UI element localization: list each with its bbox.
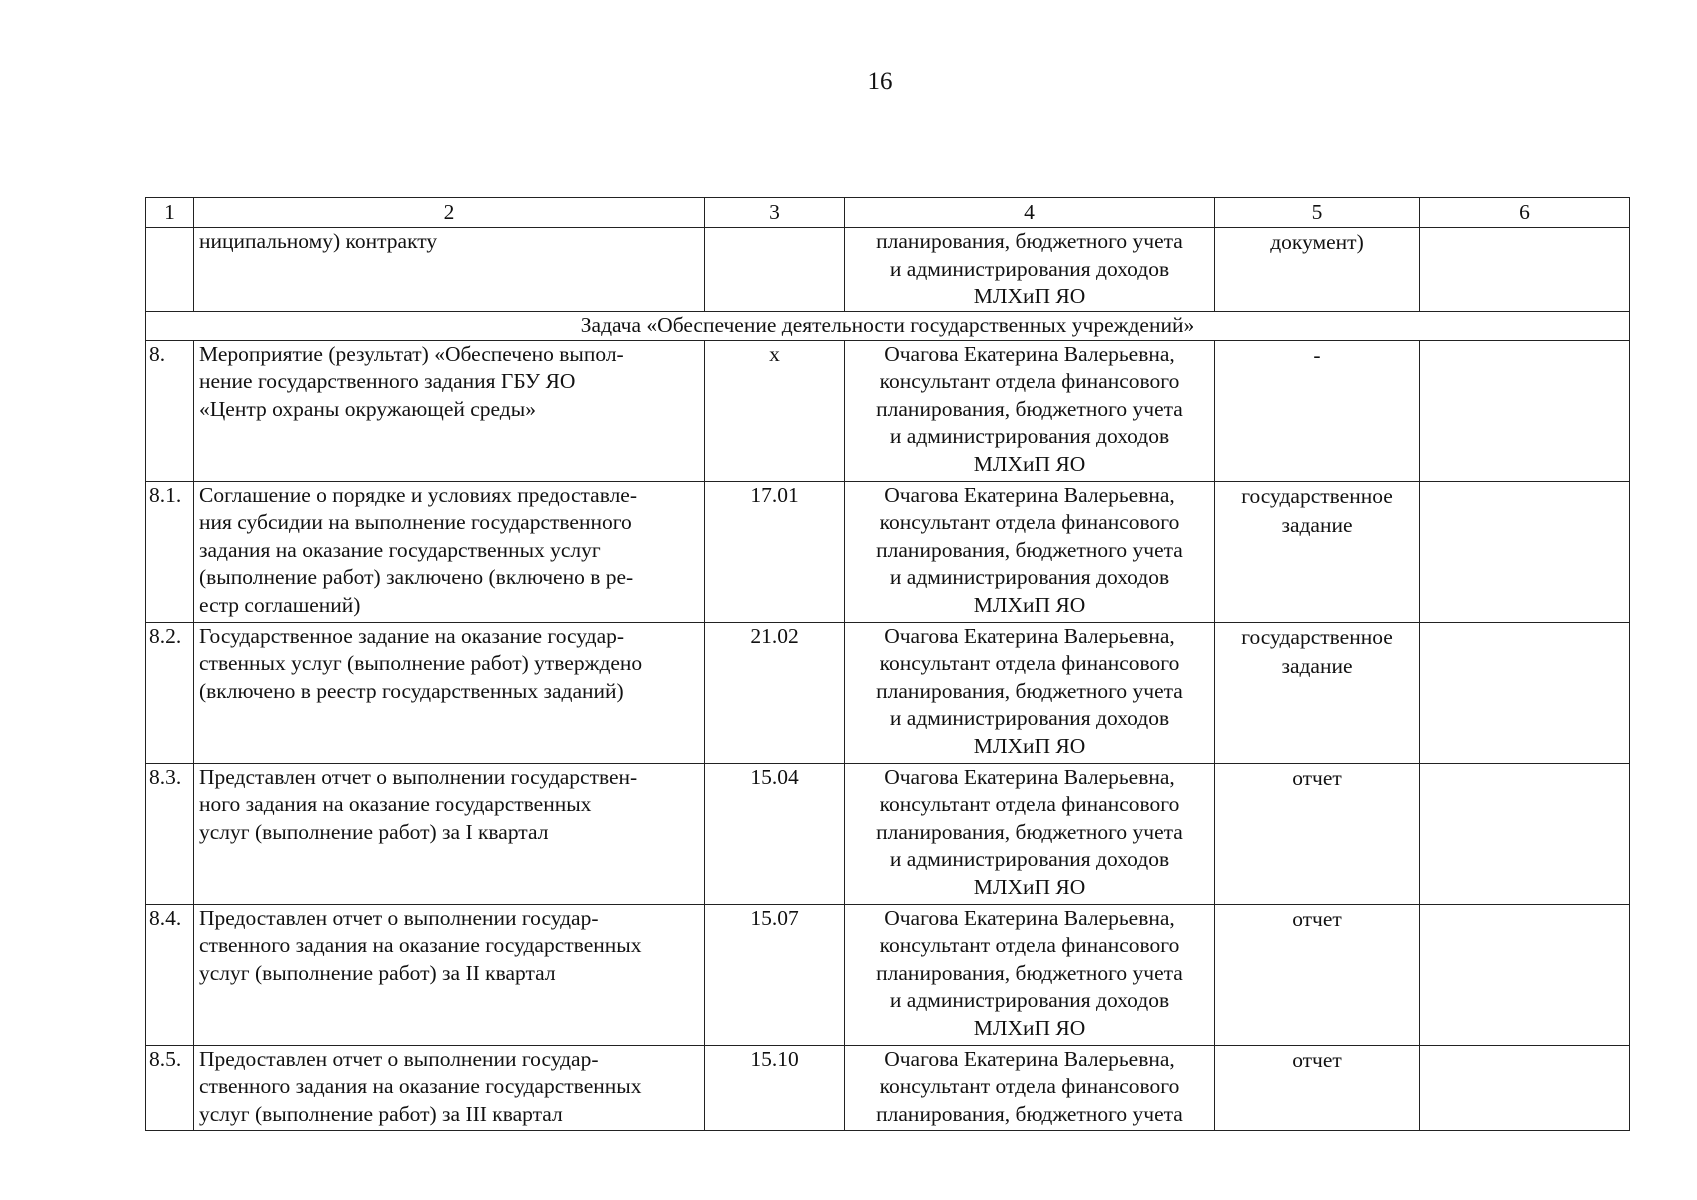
cell-note	[1420, 1045, 1630, 1130]
cell-document	[1215, 481, 1420, 622]
table-row	[146, 1045, 1630, 1130]
cell-note	[1420, 763, 1630, 904]
cell-number: 8.4.	[146, 904, 194, 1045]
cell-line: ного задания на оказание государственных	[199, 792, 592, 816]
cell-line: МЛХиП ЯО	[973, 451, 1086, 476]
cell-document	[1215, 1045, 1420, 1130]
cell-number: 8.5.	[146, 1045, 194, 1130]
cell-line: задание	[1281, 653, 1353, 678]
cell-date: 15.04	[705, 763, 845, 904]
cell-line: планирования, бюджетного учета	[876, 537, 1183, 562]
cell-note	[1420, 622, 1630, 763]
cell-line: нение государственного задания ГБУ ЯО	[199, 369, 576, 393]
header-row	[146, 198, 1630, 228]
cell-line: планирования, бюджетного учета	[876, 396, 1183, 421]
cell-note	[1420, 340, 1630, 481]
cell-line: Государственное задание на оказание государ-	[199, 623, 625, 648]
cell-line: естр соглашений)	[199, 592, 361, 617]
cell-responsible	[845, 228, 1215, 312]
cell-line: и администрирования доходов	[889, 424, 1170, 448]
cell-line: планирования, бюджетного учета	[876, 1101, 1183, 1126]
table-row	[146, 904, 1630, 1045]
cell-line: задание	[1281, 512, 1353, 537]
cell-line: планирования, бюджетного учета	[876, 960, 1183, 985]
cell-line: Предоставлен отчет о выполнении государ-	[199, 1046, 599, 1071]
cell-number: 8.2.	[146, 622, 194, 763]
table-row	[146, 340, 1630, 481]
cell-line: услуг (выполнение работ) за III квартал	[199, 1101, 563, 1126]
cell-description	[194, 763, 705, 904]
cell-line: ственных услуг (выполнение работ) утверждено	[199, 651, 643, 675]
cell-line: отчет	[1292, 765, 1342, 790]
cell-line: Очагова Екатерина Валерьевна,	[884, 623, 1175, 648]
cell-line: планирования, бюджетного учета	[876, 678, 1183, 703]
cell-note	[1420, 228, 1630, 312]
cell-line: консультант отдела финансового	[879, 651, 1180, 675]
cell-note	[1420, 904, 1630, 1045]
cell-line: Очагова Екатерина Валерьевна,	[884, 905, 1175, 930]
cell-line: и администрирования доходов	[889, 988, 1170, 1012]
plan-table	[145, 197, 1630, 1131]
cell-description	[194, 1045, 705, 1130]
cell-line: ния субсидии на выполнение государственного	[199, 510, 632, 534]
header-col-5: 5	[1215, 198, 1420, 228]
cell-line: ственного задания на оказание государственных	[199, 1074, 642, 1098]
cell-line: Очагова Екатерина Валерьевна,	[884, 341, 1175, 366]
cell-number: 8.1.	[146, 481, 194, 622]
table-row	[146, 622, 1630, 763]
cell-line: МЛХиП ЯО	[973, 592, 1086, 617]
cell-date: 17.01	[705, 481, 845, 622]
cell-responsible	[845, 904, 1215, 1045]
cell-line: и администрирования доходов	[889, 706, 1170, 730]
cell-date: 21.02	[705, 622, 845, 763]
cell-document	[1215, 228, 1420, 312]
cell-line: Соглашение о порядке и условиях предоставле-	[199, 482, 638, 507]
cell-responsible	[845, 763, 1215, 904]
cell-line: (выполнение работ) заключено (включено в ре-	[199, 565, 634, 589]
cell-line: консультант отдела финансового	[879, 369, 1180, 393]
cell-date: x	[705, 340, 845, 481]
cell-line: Очагова Екатерина Валерьевна,	[884, 764, 1175, 789]
cell-line: МЛХиП ЯО	[973, 284, 1086, 308]
cell-line: (включено в реестр государственных заданий)	[199, 678, 624, 703]
cell-line: ниципальному) контракту	[199, 229, 438, 253]
cell-description	[194, 481, 705, 622]
cell-line: планирования, бюджетного учета	[876, 819, 1183, 844]
header-col-1: 1	[146, 198, 194, 228]
cell-line: МЛХиП ЯО	[973, 733, 1086, 758]
cell-line: государственное	[1241, 624, 1393, 649]
cell-line: и администрирования доходов	[889, 256, 1170, 281]
cell-line: Представлен отчет о выполнении государствен-	[199, 764, 638, 789]
cell-line: Очагова Екатерина Валерьевна,	[884, 482, 1175, 507]
cell-line: услуг (выполнение работ) за I квартал	[199, 819, 549, 844]
cell-line: задания на оказание государственных услуг	[199, 537, 601, 562]
cell-line: консультант отдела финансового	[879, 933, 1180, 957]
cell-document	[1215, 763, 1420, 904]
cell-description	[194, 228, 705, 312]
header-col-4: 4	[845, 198, 1215, 228]
cell-line: МЛХиП ЯО	[973, 1015, 1086, 1040]
cell-line: планирования, бюджетного учета	[876, 229, 1183, 253]
cell-document	[1215, 340, 1420, 481]
cell-date: 15.07	[705, 904, 845, 1045]
cell-line: услуг (выполнение работ) за II квартал	[199, 960, 556, 985]
cell-line: документ)	[1270, 230, 1364, 254]
cell-line: консультант отдела финансового	[879, 792, 1180, 816]
cell-line: государственное	[1241, 483, 1393, 508]
cell-document	[1215, 622, 1420, 763]
table-row	[146, 228, 1630, 312]
cell-line: отчет	[1292, 906, 1342, 931]
cell-description	[194, 904, 705, 1045]
header-col-6: 6	[1420, 198, 1630, 228]
cell-line: консультант отдела финансового	[879, 1074, 1180, 1098]
header-col-3: 3	[705, 198, 845, 228]
cell-line: и администрирования доходов	[889, 847, 1170, 871]
cell-note	[1420, 481, 1630, 622]
cell-description	[194, 622, 705, 763]
cell-line: консультант отдела финансового	[879, 510, 1180, 534]
cell-line: Мероприятие (результат) «Обеспечено выпол-	[199, 341, 624, 366]
cell-document	[1215, 904, 1420, 1045]
cell-responsible	[845, 481, 1215, 622]
cell-line: и администрирования доходов	[889, 565, 1170, 589]
cell-number: 8.3.	[146, 763, 194, 904]
task-row	[146, 311, 1630, 340]
cell-date	[705, 228, 845, 312]
cell-line: -	[1313, 342, 1321, 367]
cell-line: Очагова Екатерина Валерьевна,	[884, 1046, 1175, 1071]
cell-description	[194, 340, 705, 481]
cell-responsible	[845, 1045, 1215, 1130]
cell-line: «Центр охраны окружающей среды»	[199, 396, 536, 421]
cell-line: Предоставлен отчет о выполнении государ-	[199, 905, 599, 930]
cell-line: ственного задания на оказание государственных	[199, 933, 642, 957]
cell-number: 8.	[146, 340, 194, 481]
cell-date: 15.10	[705, 1045, 845, 1130]
table-row	[146, 763, 1630, 904]
cell-responsible	[845, 622, 1215, 763]
cell-line: МЛХиП ЯО	[973, 874, 1086, 899]
cell-line: отчет	[1292, 1047, 1342, 1072]
task-title: Задача «Обеспечение деятельности государственных учреждений»	[146, 311, 1630, 340]
header-col-2: 2	[194, 198, 705, 228]
cell-responsible	[845, 340, 1215, 481]
cell-number	[146, 228, 194, 312]
page-number: 16	[867, 68, 893, 95]
table-row	[146, 481, 1630, 622]
